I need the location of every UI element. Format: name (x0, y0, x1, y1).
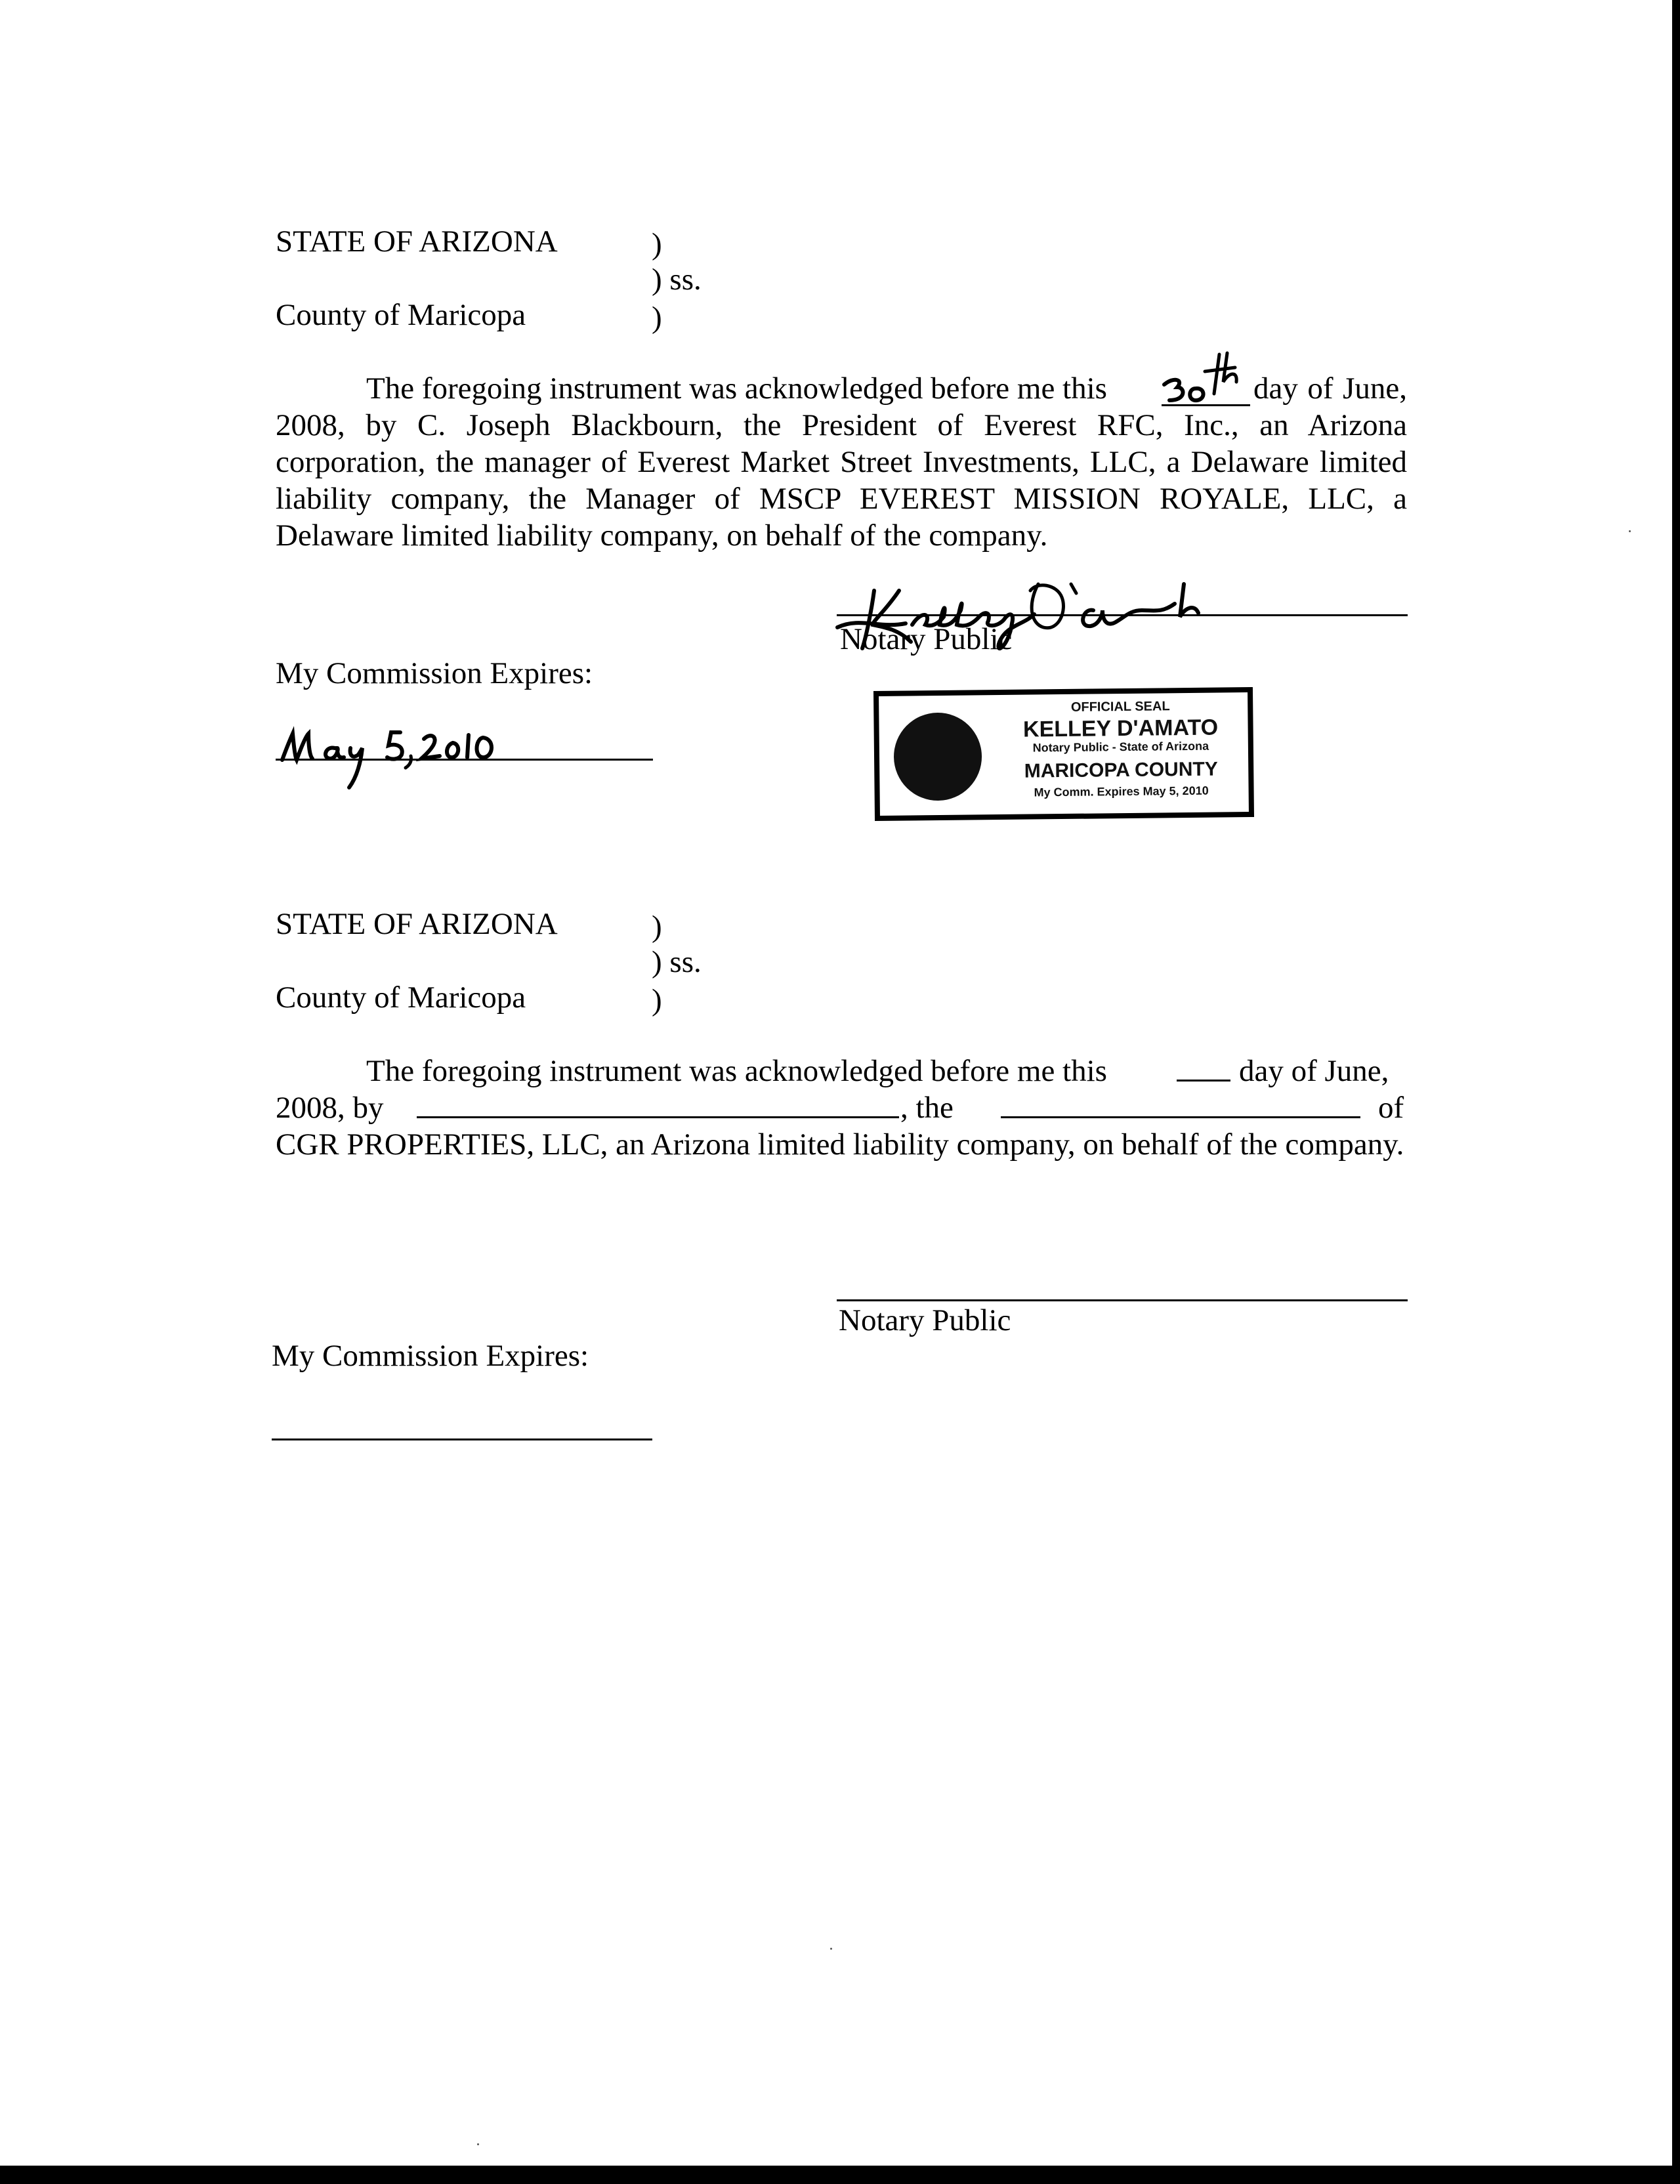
seal-expiry: My Comm. Expires May 5, 2010 (1034, 784, 1209, 799)
seal-notary-name: KELLEY D'AMATO (1022, 715, 1219, 742)
county-label-2: County of Maricopa (276, 980, 526, 1015)
scan-speck (477, 2143, 479, 2145)
notary-public-label-2: Notary Public (839, 1303, 1011, 1337)
day-of-june-2: day of June, (1239, 1054, 1389, 1088)
scan-border-bottom (0, 2166, 1680, 2184)
year-by-2: 2008, by (276, 1091, 384, 1125)
venue-paren-2-3: ) (652, 983, 662, 1017)
acknowledgement-lead-1: The foregoing instrument was acknowledged before me this (366, 371, 1107, 406)
seal-state-line: Notary Public - State of Arizona (1032, 739, 1209, 755)
commission-date-line-2 (272, 1438, 652, 1440)
notary-seal-stamp (873, 687, 1254, 821)
venue-paren-1: ) (652, 227, 662, 261)
notary-public-label-1: Notary Public (840, 622, 1013, 656)
scan-speck (830, 1948, 832, 1950)
acknowledgement-lead-2: The foregoing instrument was acknowledged before me this (366, 1054, 1107, 1088)
scan-speck (1629, 530, 1631, 532)
commission-date-line-1 (276, 759, 653, 761)
venue-paren-3: ) (652, 301, 662, 335)
of-word-2: of (1378, 1091, 1404, 1125)
acknowledgement-paragraph-2: CGR PROPERTIES, LLC, an Arizona limited liability company, on behalf of the company. (276, 1127, 1404, 1162)
commission-expires-label-2: My Commission Expires: (272, 1339, 589, 1373)
scan-border-right (1672, 0, 1680, 2184)
acknowledgement-paragraph-1: day of June, 2008, by C. Joseph Blackbourn, the President of Everest RFC, Inc., an Arizona corporation, the manager of Everest Market Street Investments, LLC, a Delaware limited liability company, the Manager of MSCP EVEREST MISSION ROYALE, LLC, a Delaware limited liability company, on behalf of the company. (276, 371, 1407, 553)
seal-county: MARICOPA COUNTY (1024, 758, 1218, 782)
venue-ss-2: ) ss. (652, 945, 702, 979)
title-blank-2 (1001, 1116, 1360, 1118)
name-blank-2 (417, 1116, 899, 1118)
day-blank-2 (1177, 1080, 1230, 1082)
county-label-1: County of Maricopa (276, 298, 526, 332)
venue-ss-1: ) ss. (652, 262, 702, 297)
seal-emblem (893, 712, 982, 801)
handwritten-commission-date (276, 719, 551, 791)
seal-official-seal: OFFICIAL SEAL (1070, 699, 1170, 715)
state-label-2: STATE OF ARIZONA (276, 907, 558, 941)
commission-expires-label-1: My Commission Expires: (276, 656, 593, 690)
notary-signature-line-2 (837, 1299, 1408, 1301)
comma-the-2: , the (900, 1091, 954, 1125)
notary-signature-line-1 (837, 614, 1408, 616)
state-label-1: STATE OF ARIZONA (276, 224, 558, 259)
venue-paren-2-1: ) (652, 910, 662, 944)
